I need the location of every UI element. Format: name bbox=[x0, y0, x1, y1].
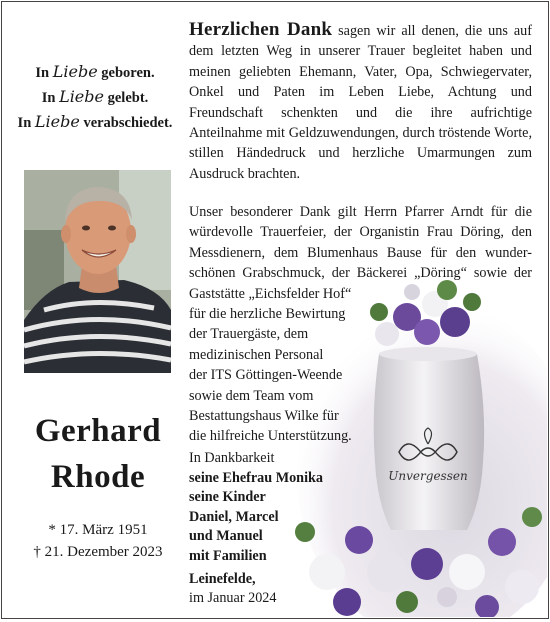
life-dates bbox=[2, 519, 194, 563]
mourner-line: seine Kinder bbox=[189, 489, 266, 505]
text-line: medizinischen Personal bbox=[189, 346, 324, 363]
special-thanks bbox=[189, 202, 532, 447]
text-line: die hilfreiche Unterstützung. bbox=[189, 428, 352, 445]
portrait-photo bbox=[24, 170, 171, 373]
text-line: sowie dem Team vom bbox=[189, 387, 314, 404]
birth-date: * 17. März 1951 bbox=[48, 522, 148, 538]
place-date bbox=[189, 570, 389, 608]
text-line: Bestattungshaus Wilke für bbox=[189, 408, 339, 425]
text-line: würdevolle Trauerfeier, der Organistin Frau Döring, den bbox=[189, 224, 532, 241]
mourner-line: mit Familien bbox=[189, 547, 267, 564]
thanks-paragraph bbox=[189, 20, 532, 184]
thanks-body: sagen wir all denen, die uns auf dem letzten Weg in unserer Trauer begleitet haben und meinen geliebten Ehemann, Vater, Opa, Schwiegervater, Onkel und Paten im Leben Liebe, Achtung und Freundschaft schenkten und die ihre aufrichtige Anteilnahme mit Geldzuwendungen, durch tröstende Worte, stillen Händedruck und herzliche Umarmungen zum Ausdruck brachten. bbox=[189, 23, 532, 182]
first-name: Gerhard bbox=[34, 413, 162, 449]
mourner-line: Daniel, Marcel bbox=[189, 508, 279, 525]
motto-line: In Liebe geboren. bbox=[35, 62, 155, 81]
text-line: Unser besonderer Dank gilt Herrn Pfarrer Arndt für die bbox=[189, 204, 532, 220]
motto-line: In Liebe verabschiedet. bbox=[17, 112, 173, 131]
text-line: für die herzliche Bewirtung bbox=[189, 306, 346, 323]
mourner-line: und Manuel bbox=[189, 528, 263, 544]
text-line: der ITS Göttingen-Weende bbox=[189, 367, 343, 384]
death-date: † 21. Dezember 2023 bbox=[33, 544, 163, 560]
obituary-page bbox=[1, 1, 549, 619]
urn-inscription: Unvergessen bbox=[388, 469, 468, 483]
text-line: Messdienern, dem Blumenhaus Bause für den wunder- bbox=[189, 244, 532, 261]
motto-line: In Liebe gelebt. bbox=[41, 87, 149, 106]
thanks-heading: Herzlichen Dank bbox=[189, 19, 333, 40]
deceased-name bbox=[2, 408, 194, 500]
text-line: schönen Grabschmuck, der Bäckerei „Döring“ sowie der bbox=[189, 265, 532, 282]
signature-block bbox=[189, 449, 389, 566]
place-month: im Januar 2024 bbox=[189, 590, 277, 606]
text-line: der Trauergäste, dem bbox=[189, 326, 309, 343]
last-name: Rhode bbox=[50, 459, 146, 495]
signature-intro: In Dankbarkeit bbox=[189, 450, 275, 466]
text-line: Gaststätte „Eichsfelder Hof“ bbox=[189, 285, 352, 302]
mourner-line: seine Ehefrau Monika bbox=[189, 469, 323, 486]
place-city: Leinefelde, bbox=[189, 571, 256, 587]
motto bbox=[10, 60, 180, 135]
